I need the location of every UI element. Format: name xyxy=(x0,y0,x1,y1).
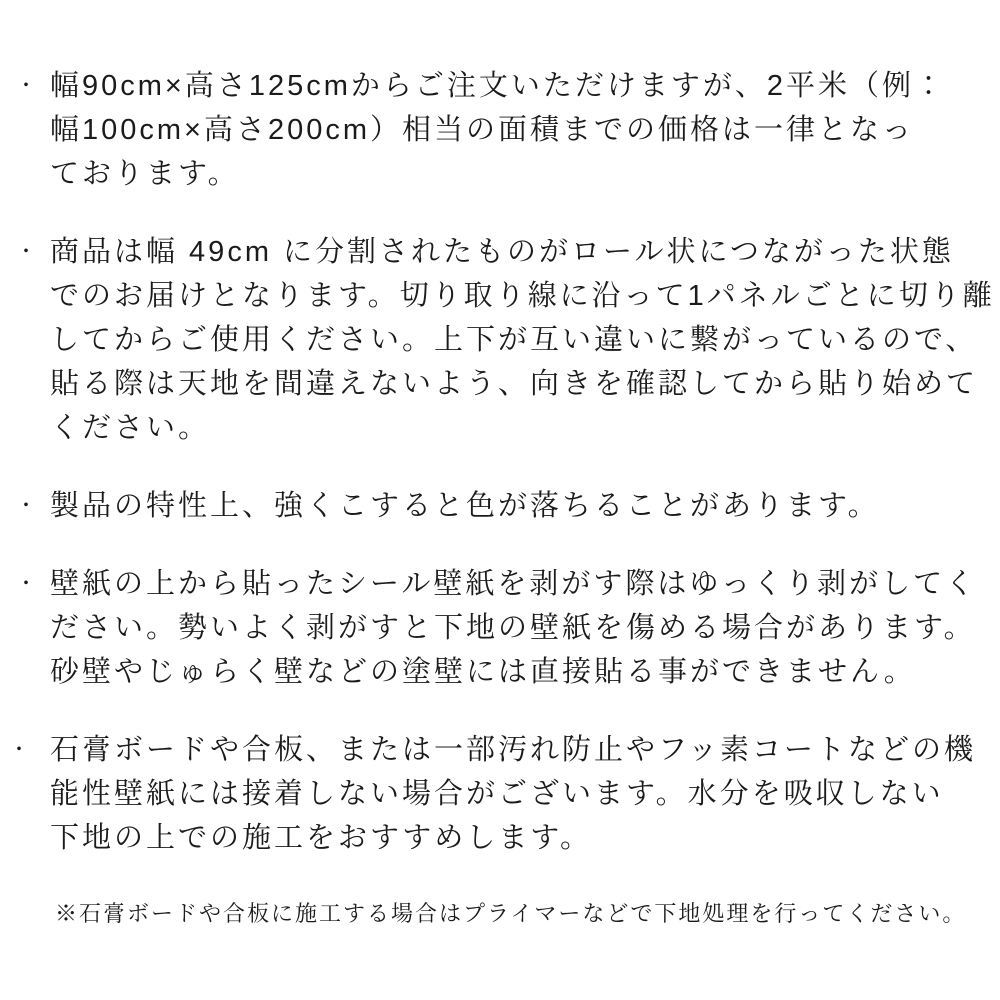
note-item xyxy=(16,230,995,450)
bullet-marker: ・ xyxy=(16,495,36,517)
note-line: でのお届けとなります。切り取り線に沿って1パネルごとに切り離 xyxy=(50,280,995,312)
note-line: 能性壁紙には接着しない場合がございます。水分を吸収しない xyxy=(50,778,944,810)
note-item xyxy=(16,64,972,196)
footnote: ※石膏ボードや合板に施工する場合はプライマーなどで下地処理を行ってください。 xyxy=(55,901,967,926)
note-line: ております。 xyxy=(50,158,240,190)
bullet-marker: ・ xyxy=(16,241,36,263)
note-line: 商品は幅 49cm に分割されたものがロール状につながった状態 xyxy=(50,236,954,268)
note-line: 砂壁やじゅらく壁などの塗壁には直接貼る事ができません。 xyxy=(50,656,916,688)
note-line: 壁紙の上から貼ったシール壁紙を剥がす際はゆっくり剥がしてく xyxy=(50,568,978,600)
bullet-marker: ・ xyxy=(16,573,36,595)
note-line: 石膏ボードや合板、または一部汚れ防止やフッ素コートなどの機 xyxy=(50,734,976,766)
note-line: 製品の特性上、強くこすると色が落ちることがあります。 xyxy=(50,490,880,522)
note-item xyxy=(16,484,972,528)
note-item xyxy=(9,728,976,860)
note-line: ください。 xyxy=(50,412,211,444)
notes-list xyxy=(9,64,995,860)
note-line: 貼る際は天地を間違えないよう、向きを確認してから貼り始めて xyxy=(50,368,979,400)
note-item xyxy=(16,562,978,694)
bullet-marker: ・ xyxy=(9,739,29,761)
bullet-marker: ・ xyxy=(16,75,36,97)
note-line: ださい。勢いよく剥がすと下地の壁紙を傷める場合があります。 xyxy=(50,612,976,644)
note-line: してからご使用ください。上下が互い違いに繋がっているので、 xyxy=(50,324,978,356)
note-line: 下地の上での施工をおすすめします。 xyxy=(50,822,592,854)
note-line: 幅90cm×高さ125cmからご注文いただけますが、2平米（例： xyxy=(50,70,947,102)
note-line: 幅100cm×高さ200cm）相当の面積までの価格は一律となっ xyxy=(50,114,915,146)
